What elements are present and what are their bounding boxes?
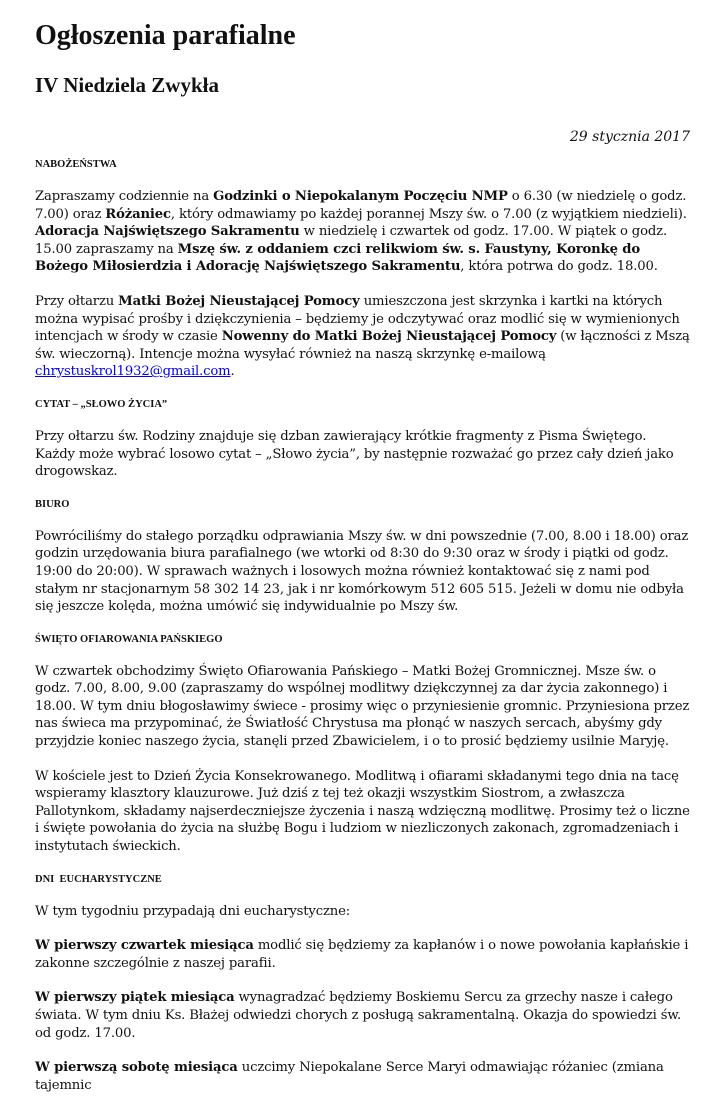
paragraph-nabozenstwa-1: Zapraszamy codziennie na Godzinki o Niepokalanym Poczęciu NMP o 6.30 (w niedzielę o godz. 7.00) oraz Różaniec, który odmawiamy po każdej porannej Mszy św. o 7.00 (z wyjątkiem niedzieli). Adoracja Najświętszego Sakramentu w niedzielę i czwartek od godz. 17.00. W piątek o godz. 15.00 zapraszamy na Mszę św. z oddaniem czci relikwiom św. s. Faustyny, Koronkę do Bożego Miłosierdzia i Adorację Najświętszego Sakramentu, która potrwa do godz. 18.00. [35,189,687,275]
paragraph-biuro-1: Powróciliśmy do stałego porządku odprawiania Mszy św. w dni powszednie (7.00, 8.00 i 18.00) oraz godzin urzędowania biura parafialnego (we wtorki od 8:30 do 9:30 oraz w środy i piątki od godz. 19:00 do 20:00). W sprawach ważnych i losowych można również kontaktować się z nami pod stałym nr stacjonarnym 58 302 14 23, jak i nr komórkowym 512 605 515. Jeżeli w domu nie odbyła się jeszcze kolęda, można umówić się indywidualnie po Mszy św. [35,528,689,615]
paragraph-cytat-1: Przy ołtarzu św. Rodziny znajduje się dzban zawierający krótkie fragmenty z Pisma Świętego. Każdy może wybrać losowo cytat – „Słowo życia”, by następnie rozważać go przez cały dzień jako drogowskaz. [35,428,674,480]
paragraph-swieto-1: W czwartek obchodzimy Święto Ofiarowania Pańskiego – Matki Bożej Gromnicznej. Msze św. o godz. 7.00, 8.00, 9.00 (zapraszamy do wspólnej modlitwy dziękczynnej za dar życia zakonnego) i 18.00. W tym dniu błogosławimy świece - prosimy więc o przyniesienie gromnic. Przyniesiona przez nas świeca ma przypominać, że Światłość Chrystusa ma płonąć w naszych sercach, abyśmy gdy przyjdzie koniec naszego życia, stanęli przed Zbawicielem, i o to prosić będziemy usilnie Maryję. [35,663,690,750]
paragraph-dni-4: W pierwszą sobotę miesiąca uczcimy Niepokalane Serce Maryi odmawiając różaniec (zmiana tajemnic [35,1060,664,1093]
paragraph-dni-1: W tym tygodniu przypadają dni eucharystyczne: [35,903,351,919]
paragraph-dni-3: W pierwszy piątek miesiąca wynagradzać będziemy Boskiemu Sercu za grzechy nasze i całego świata. W tym dniu Ks. Błażej odwiedzi chorych z posługą sakramentalną. Okazja do spowiedzi św. od godz. 17.00. [35,990,681,1041]
section-heading-cytat: CYTAT – „SŁOWO ŻYCIA” [35,398,168,410]
page-title: Ogłoszenia parafialne [35,20,296,51]
section-heading-nabozenstwa: NABOŻEŃSTWA [35,159,117,170]
section-heading-swieto: ŚWIĘTO OFIAROWANIA PAŃSKIEGO [35,633,223,645]
section-heading-dni: DNI EUCHARYSTYCZNE [35,873,162,885]
paragraph-nabozenstwa-2: Przy ołtarzu Matki Bożej Nieustającej Pomocy umieszczona jest skrzynka i kartki na których można wypisać prośby i dziękczynienia – będziemy je odczytywać oraz modlić się w wymienionych intencjach w środy w czasie Nowenny do Matki Bożej Nieustającej Pomocy (w łączności z Mszą św. wieczorną). Intencje można wysyłać również na naszą skrzynkę e-mailową chrystuskrol1932@gmail.com. [35,293,690,380]
email-link[interactable]: chrystuskrol1932@gmail.com [35,364,231,380]
paragraph-swieto-2: W kościele jest to Dzień Życia Konsekrowanego. Modlitwą i ofiarami składanymi tego dnia na tacę wspieramy klasztory klauzurowe. Już dziś z tej też okazji wszystkim Siostrom, a zwłaszcza Pallotynkom, składamy najserdeczniejsze życzenia i naszą wdzięczną modlitwę. Prosimy też o liczne i święte powołania do życia na służbę Bogu i ludziom w niezliczonych zakonach, zgromadzeniach i instytutach świeckich. [35,768,690,855]
page-subtitle: IV Niedziela Zwykła [35,73,219,97]
paragraph-dni-2: W pierwszy czwartek miesiąca modlić się będziemy za kapłanów i o nowe powołania kapłańskie i zakonne szczególnie z naszej parafii. [35,938,689,971]
document-body [35,158,690,1111]
section-heading-biuro: BIURO [35,498,70,510]
document-date: 29 stycznia 2017 [569,129,690,145]
